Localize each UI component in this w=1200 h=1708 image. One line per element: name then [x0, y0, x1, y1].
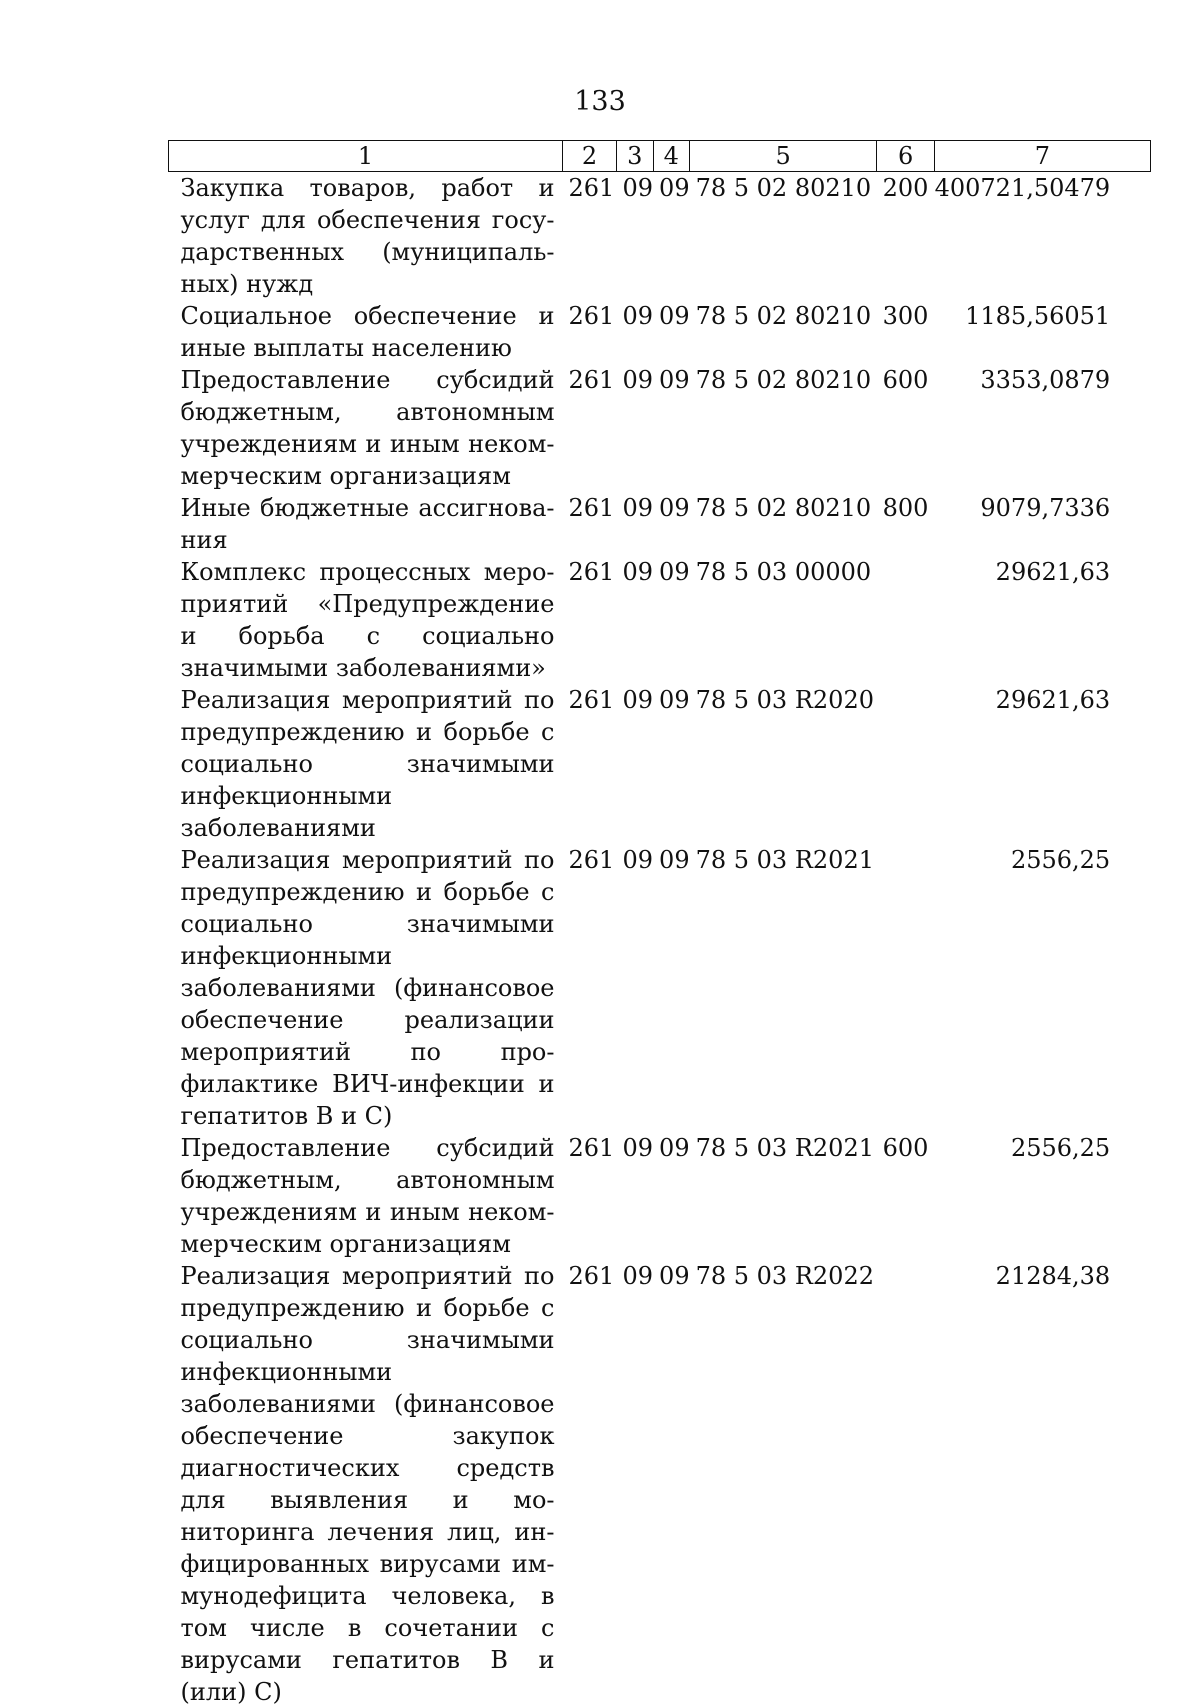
row-code-6 — [877, 684, 935, 844]
row-code-3: 09 — [617, 172, 654, 301]
header-col-7: 7 — [935, 141, 1151, 172]
row-code-2: 261 — [563, 300, 617, 364]
row-code-4: 09 — [653, 1132, 690, 1260]
row-code-4: 09 — [653, 172, 690, 301]
row-name: Предоставление субсидий бюджетным, автономным учреждениям и иным некоммерческим организациям — [169, 364, 563, 492]
row-amount: 29621,63 — [935, 556, 1151, 684]
row-code-2: 261 — [563, 172, 617, 301]
header-col-6: 6 — [877, 141, 935, 172]
row-amount: 21284,38 — [935, 1260, 1151, 1708]
row-name: Социальное обеспечение и иные выплаты населению — [169, 300, 563, 364]
row-code-6 — [877, 556, 935, 684]
table-row — [169, 556, 1151, 684]
row-code-2: 261 — [563, 1132, 617, 1260]
row-amount: 3353,0879 — [935, 364, 1151, 492]
row-code-5: 78 5 03 R2021 — [690, 1132, 877, 1260]
row-code-3: 09 — [617, 556, 654, 684]
row-code-2: 261 — [563, 844, 617, 1132]
row-code-6: 800 — [877, 492, 935, 556]
row-code-4: 09 — [653, 684, 690, 844]
row-code-5: 78 5 03 R2021 — [690, 844, 877, 1132]
row-code-5: 78 5 03 R2022 — [690, 1260, 877, 1708]
row-code-3: 09 — [617, 1260, 654, 1708]
row-code-5: 78 5 02 80210 — [690, 364, 877, 492]
row-amount: 400721,50479 — [935, 172, 1151, 301]
row-code-3: 09 — [617, 300, 654, 364]
row-code-5: 78 5 02 80210 — [690, 300, 877, 364]
row-code-6: 600 — [877, 1132, 935, 1260]
row-code-6 — [877, 844, 935, 1132]
row-name: Реализация мероприятий по предупреждению и борьбе с социально значимыми инфекционными заболеваниями (финансовое обеспечение закупок диагностических средств для выявления и мониторинга лечения лиц, инфицированных вирусами иммунодефицита человека, в том числе в сочетании с вирусами гепатитов В и (или) С) — [169, 1260, 563, 1708]
table-row — [169, 364, 1151, 492]
table-row — [169, 844, 1151, 1132]
row-code-4: 09 — [653, 300, 690, 364]
table-row — [169, 684, 1151, 844]
row-code-4: 09 — [653, 1260, 690, 1708]
row-code-4: 09 — [653, 492, 690, 556]
row-amount: 29621,63 — [935, 684, 1151, 844]
row-code-6: 300 — [877, 300, 935, 364]
row-code-2: 261 — [563, 684, 617, 844]
table-body — [169, 172, 1151, 1708]
row-code-3: 09 — [617, 1132, 654, 1260]
page-number: 133 — [0, 86, 1200, 117]
row-code-5: 78 5 02 80210 — [690, 172, 877, 301]
row-code-4: 09 — [653, 364, 690, 492]
row-amount: 2556,25 — [935, 1132, 1151, 1260]
row-code-2: 261 — [563, 492, 617, 556]
header-col-4: 4 — [653, 141, 690, 172]
row-code-3: 09 — [617, 492, 654, 556]
row-name: Иные бюджетные ассигнования — [169, 492, 563, 556]
table-row — [169, 492, 1151, 556]
header-col-5: 5 — [690, 141, 877, 172]
row-name: Реализация мероприятий по предупреждению и борьбе с социально значимыми инфекционными заболеваниями — [169, 684, 563, 844]
row-code-2: 261 — [563, 364, 617, 492]
row-name: Предоставление субсидий бюджетным, автономным учреждениям и иным некоммерческим организациям — [169, 1132, 563, 1260]
row-code-6: 600 — [877, 364, 935, 492]
row-amount: 1185,56051 — [935, 300, 1151, 364]
header-col-3: 3 — [617, 141, 654, 172]
row-name: Закупка товаров, работ и услуг для обеспечения государственных (муниципальных) нужд — [169, 172, 563, 301]
row-amount: 9079,7336 — [935, 492, 1151, 556]
table-row — [169, 300, 1151, 364]
row-code-6: 200 — [877, 172, 935, 301]
row-code-4: 09 — [653, 844, 690, 1132]
table-header — [169, 141, 1151, 172]
row-code-3: 09 — [617, 364, 654, 492]
row-code-3: 09 — [617, 844, 654, 1132]
table-row — [169, 1132, 1151, 1260]
header-col-2: 2 — [563, 141, 617, 172]
row-code-4: 09 — [653, 556, 690, 684]
row-name: Комплекс процессных мероприятий «Предупреждение и борьба с социально значимыми заболеваниями» — [169, 556, 563, 684]
budget-table — [168, 140, 1151, 1708]
row-code-3: 09 — [617, 684, 654, 844]
row-code-2: 261 — [563, 556, 617, 684]
row-amount: 2556,25 — [935, 844, 1151, 1132]
row-code-5: 78 5 03 00000 — [690, 556, 877, 684]
table-row — [169, 172, 1151, 301]
row-code-5: 78 5 02 80210 — [690, 492, 877, 556]
row-name: Реализация мероприятий по предупреждению и борьбе с социально значимыми инфекционными заболеваниями (финансовое обеспечение реализации мероприятий по профилактике ВИЧ-инфекции и гепатитов В и С) — [169, 844, 563, 1132]
header-row — [169, 141, 1151, 172]
row-code-5: 78 5 03 R2020 — [690, 684, 877, 844]
row-code-2: 261 — [563, 1260, 617, 1708]
header-col-1: 1 — [169, 141, 563, 172]
row-code-6 — [877, 1260, 935, 1708]
table-row — [169, 1260, 1151, 1708]
